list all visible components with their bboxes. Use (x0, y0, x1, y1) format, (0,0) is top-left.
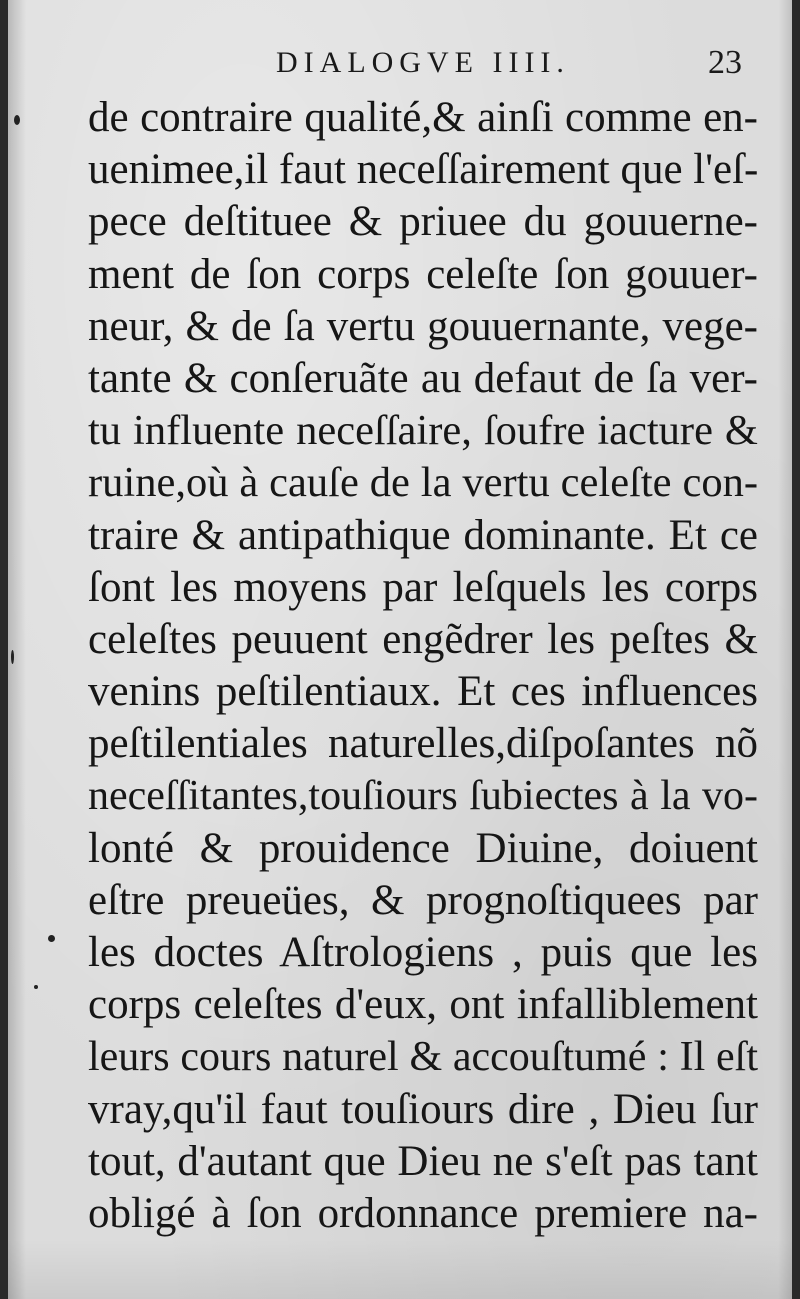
text-line: peſtilentiales naturelles,diſpoſantes nõ (88, 720, 758, 768)
text-line: eſtre preueües, & prognoſtiquees par (88, 876, 758, 924)
text-line: neur, & de ſa vertu gouuernante, vege- (88, 302, 758, 350)
text-line: pece deſtituee & priuee du gouuerne- (88, 198, 758, 246)
body-text (88, 92, 758, 1240)
running-head: DIALOGVE IIII. (276, 46, 570, 79)
text-line: lonté & prouidence Diuine, doiuent (88, 824, 758, 872)
text-line: venins peſtilentiaux. Et ces influences (88, 668, 758, 716)
page-bottom-shadow (8, 1239, 792, 1299)
text-line: traire & antipathique dominante. Et ce (88, 511, 758, 559)
text-line: vray,qu'il faut touſiours dire , Dieu ſur (88, 1085, 758, 1133)
text-line: de contraire qualité,& ainſi comme en- (88, 94, 758, 141)
text-line: celeſtes peuuent engẽdrer les peſtes & (88, 615, 758, 663)
text-line: ruine,où à cauſe de la vertu celeſte con- (88, 459, 758, 507)
text-line: tout, d'autant que Dieu ne s'eſt pas tant (88, 1137, 758, 1185)
page-header (8, 46, 792, 96)
text-line: tu influente neceſſaire, ſoufre iacture & (88, 407, 758, 455)
text-line: uenimee,il faut neceſſairement que l'eſ- (88, 146, 759, 194)
text-line: ment de ſon corps celeſte ſon gouuer- (88, 250, 758, 298)
text-line: neceſſitantes,touſiours ſubiectes à la vo- (88, 773, 758, 820)
ink-speck (11, 650, 14, 664)
ink-speck (48, 935, 55, 942)
text-line: tante & conſeruãte au defaut de ſa ver- (88, 354, 758, 402)
book-page (8, 0, 792, 1299)
text-line: obligé à ſon ordonnance premiere na- (88, 1189, 758, 1237)
page-number: 23 (708, 44, 742, 81)
ink-speck (34, 985, 38, 989)
text-line: les doctes Aſtrologiens , puis que les (88, 929, 758, 976)
ink-speck (14, 115, 20, 125)
text-line: leurs cours naturel & accouſtumé : Il eſt (88, 1034, 758, 1081)
text-line: corps celeſtes d'eux, ont infalliblement (88, 981, 758, 1029)
text-line: ſont les moyens par leſquels les corps (88, 563, 758, 611)
